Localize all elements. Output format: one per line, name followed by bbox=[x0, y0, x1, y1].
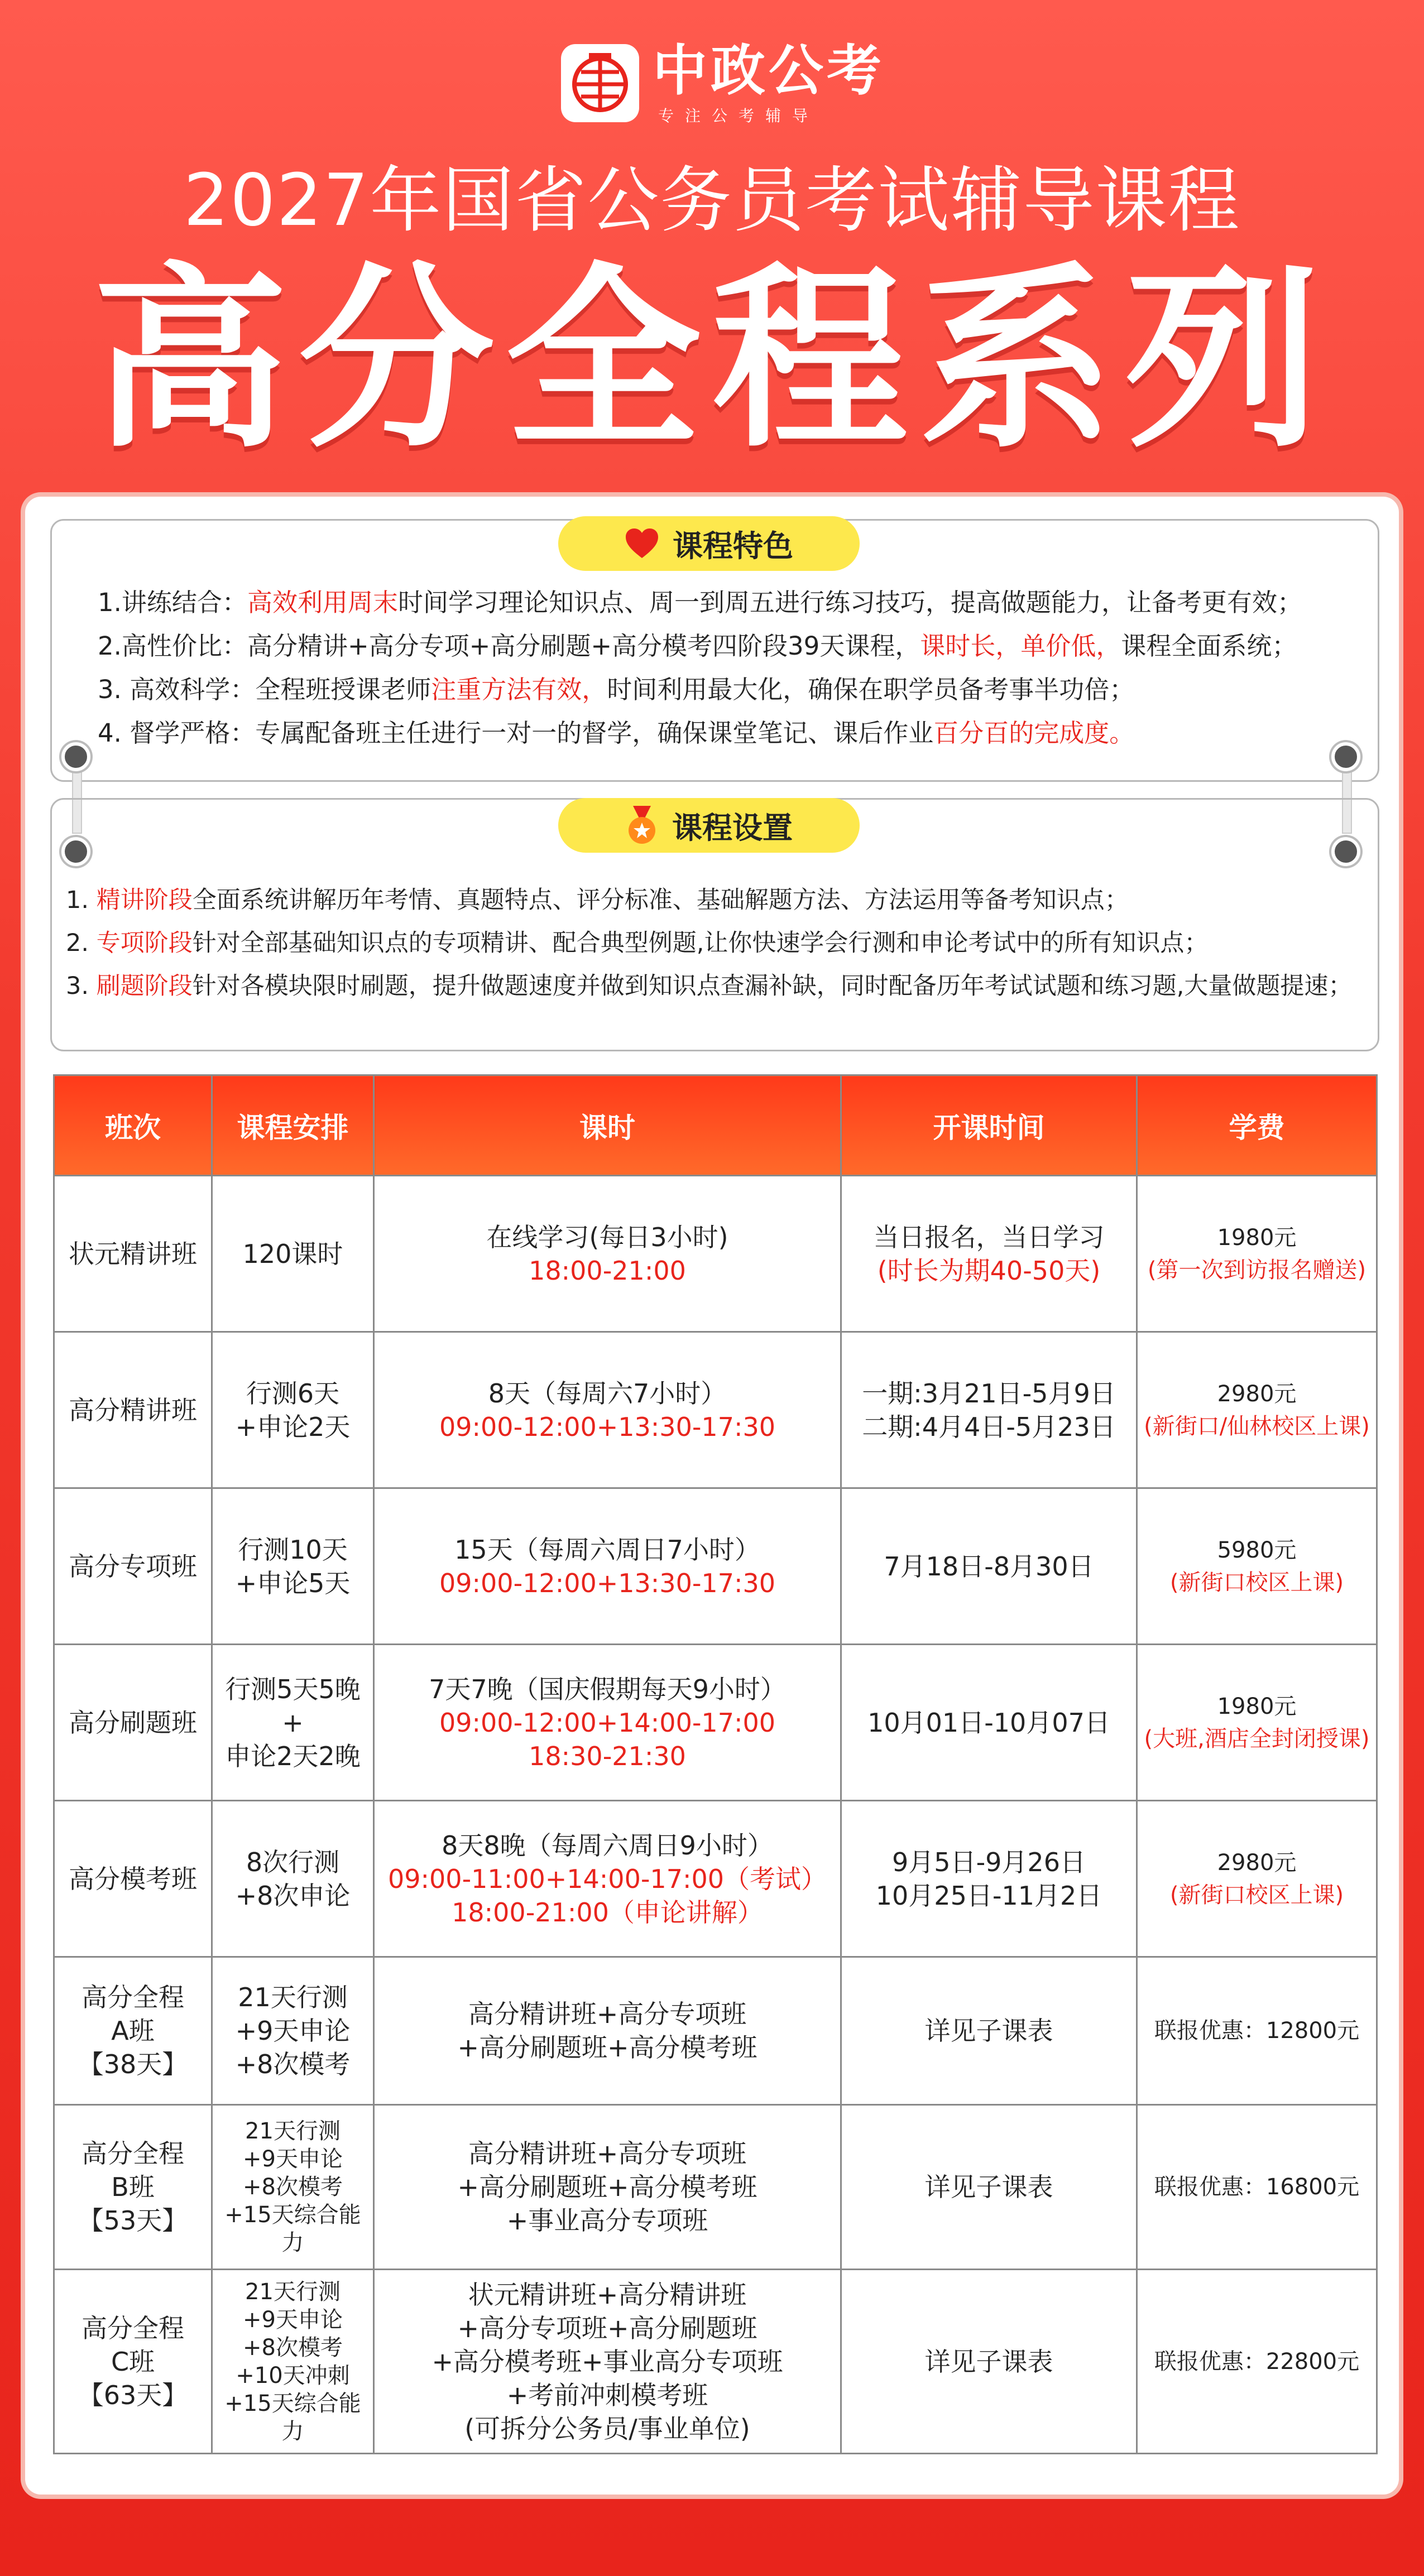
settings-title: 课程设置 bbox=[672, 810, 793, 845]
cell-fee: 2980元 (新街口/仙林校区上课) bbox=[1137, 1332, 1377, 1488]
cell-class: 状元精讲班 bbox=[54, 1176, 212, 1332]
cell-plan: 行测6天 +申论2天 bbox=[212, 1332, 374, 1488]
cell-plan: 8次行测 +8次申论 bbox=[212, 1801, 374, 1957]
cell-class: 高分全程 B班 【53天】 bbox=[54, 2105, 212, 2270]
cell-hours: 8天（每周六7小时） 09:00-12:00+13:30-17:30 bbox=[374, 1332, 841, 1488]
cell-start: 详见子课表 bbox=[841, 2105, 1137, 2270]
feature-item: 4. 督学严格：专属配备班主任进行一对一的督学，确保课堂笔记、课后作业百分百的完成度。 bbox=[98, 718, 1135, 748]
logo-emblem-icon bbox=[561, 44, 639, 122]
cell-plan: 120课时 bbox=[212, 1176, 374, 1332]
cell-plan: 21天行测 +9天申论 +8次模考 +15天综合能力 bbox=[212, 2105, 374, 2270]
schedule-table bbox=[53, 1074, 1378, 2454]
feature-item: 2.高性价比：高分精讲+高分专项+高分刷题+高分模考四阶段39天课程，课时长，单价低，课程全面系统； bbox=[98, 631, 1297, 661]
cell-start: 9月5日-9月26日 10月25日-11月2日 bbox=[841, 1801, 1137, 1957]
cell-fee: 联报优惠：22800元 bbox=[1137, 2270, 1377, 2454]
medal-icon bbox=[625, 806, 659, 845]
features-pill bbox=[558, 516, 860, 571]
feature-item: 1.讲练结合：高效利用周末时间学习理论知识点、周一到周五进行练习技巧，提高做题能力，让备考更有效； bbox=[98, 588, 1302, 617]
header-start: 开课时间 bbox=[841, 1075, 1137, 1176]
cell-hours: 15天（每周六周日7小时） 09:00-12:00+13:30-17:30 bbox=[374, 1488, 841, 1645]
cell-class: 高分精讲班 bbox=[54, 1332, 212, 1488]
setting-item: 2. 专项阶段针对全部基础知识点的专项精讲、配合典型例题,让你快速学会行测和申论考试中的所有知识点； bbox=[66, 929, 1209, 957]
cell-start: 10月01日-10月07日 bbox=[841, 1645, 1137, 1801]
header-hours: 课时 bbox=[374, 1075, 841, 1176]
brand-slogan: 专注公考辅导 bbox=[658, 107, 819, 125]
feature-item: 3. 高效科学：全程班授课老师注重方法有效，时间利用最大化，确保在职学员备考事半功倍； bbox=[98, 675, 1135, 704]
setting-item: 3. 刷题阶段针对各模块限时刷题，提升做题速度并做到知识点查漏补缺，同时配备历年考试试题和练习题,大量做题提速； bbox=[66, 972, 1353, 1000]
table-header-row bbox=[54, 1075, 1377, 1176]
cell-hours: 高分精讲班+高分专项班 +高分刷题班+高分模考班 bbox=[374, 1957, 841, 2105]
table-row bbox=[54, 1957, 1377, 2105]
cell-fee: 联报优惠：16800元 bbox=[1137, 2105, 1377, 2270]
cell-class: 高分刷题班 bbox=[54, 1645, 212, 1801]
header-fee: 学费 bbox=[1137, 1075, 1377, 1176]
cell-start: 详见子课表 bbox=[841, 1957, 1137, 2105]
header-plan: 课程安排 bbox=[212, 1075, 374, 1176]
cell-start: 7月18日-8月30日 bbox=[841, 1488, 1137, 1645]
table-row bbox=[54, 1332, 1377, 1488]
cell-start: 详见子课表 bbox=[841, 2270, 1137, 2454]
cell-hours: 状元精讲班+高分精讲班 +高分专项班+高分刷题班 +高分模考班+事业高分专项班 +考前冲刺模考班 (可拆分公务员/事业单位) bbox=[374, 2270, 841, 2454]
cell-class: 高分模考班 bbox=[54, 1801, 212, 1957]
cell-hours: 7天7晚（国庆假期每天9小时） 09:00-12:00+14:00-17:00 18:30-21:30 bbox=[374, 1645, 841, 1801]
cell-fee: 1980元 (第一次到访报名赠送) bbox=[1137, 1176, 1377, 1332]
table-row bbox=[54, 1645, 1377, 1801]
poster-subtitle: 2027年国省公务员考试辅导课程 bbox=[183, 159, 1241, 242]
table-row bbox=[54, 2105, 1377, 2270]
cell-fee: 1980元 (大班,酒店全封闭授课) bbox=[1137, 1645, 1377, 1801]
features-title: 课程特色 bbox=[673, 528, 793, 564]
cell-class: 高分全程 C班 【63天】 bbox=[54, 2270, 212, 2454]
cell-plan: 行测10天 +申论5天 bbox=[212, 1488, 374, 1645]
cell-plan: 行测5天5晚 + 申论2天2晚 bbox=[212, 1645, 374, 1801]
cell-fee: 联报优惠：12800元 bbox=[1137, 1957, 1377, 2105]
brand-name: 中政公考 bbox=[653, 39, 885, 103]
cell-start: 当日报名，当日学习 (时长为期40-50天) bbox=[841, 1176, 1137, 1332]
header-class: 班次 bbox=[54, 1075, 212, 1176]
cell-plan: 21天行测 +9天申论 +8次模考 bbox=[212, 1957, 374, 2105]
settings-pill bbox=[558, 798, 860, 853]
heart-icon bbox=[625, 528, 659, 559]
cell-hours: 高分精讲班+高分专项班 +高分刷题班+高分模考班 +事业高分专项班 bbox=[374, 2105, 841, 2270]
binder-ring-icon bbox=[1331, 742, 1360, 771]
table-row bbox=[54, 1176, 1377, 1332]
table-row bbox=[54, 1801, 1377, 1957]
setting-item: 1. 精讲阶段全面系统讲解历年考情、真题特点、评分标准、基础解题方法、方法运用等备考知识点； bbox=[66, 886, 1129, 914]
poster-title: 高分全程系列 bbox=[92, 246, 1332, 474]
cell-hours: 在线学习(每日3小时) 18:00-21:00 bbox=[374, 1176, 841, 1332]
table-row bbox=[54, 2270, 1377, 2454]
table-row bbox=[54, 1488, 1377, 1645]
brand-logo bbox=[561, 40, 885, 126]
cell-plan: 21天行测 +9天申论 +8次模考 +10天冲刺 +15天综合能力 bbox=[212, 2270, 374, 2454]
cell-class: 高分全程 A班 【38天】 bbox=[54, 1957, 212, 2105]
cell-fee: 2980元 (新街口校区上课) bbox=[1137, 1801, 1377, 1957]
cell-class: 高分专项班 bbox=[54, 1488, 212, 1645]
cell-hours: 8天8晚（每周六周日9小时） 09:00-11:00+14:00-17:00（考试） 18:00-21:00（申论讲解） bbox=[374, 1801, 841, 1957]
cell-fee: 5980元 (新街口校区上课) bbox=[1137, 1488, 1377, 1645]
binder-ring-icon bbox=[61, 742, 90, 771]
cell-start: 一期:3月21日-5月9日 二期:4月4日-5月23日 bbox=[841, 1332, 1137, 1488]
